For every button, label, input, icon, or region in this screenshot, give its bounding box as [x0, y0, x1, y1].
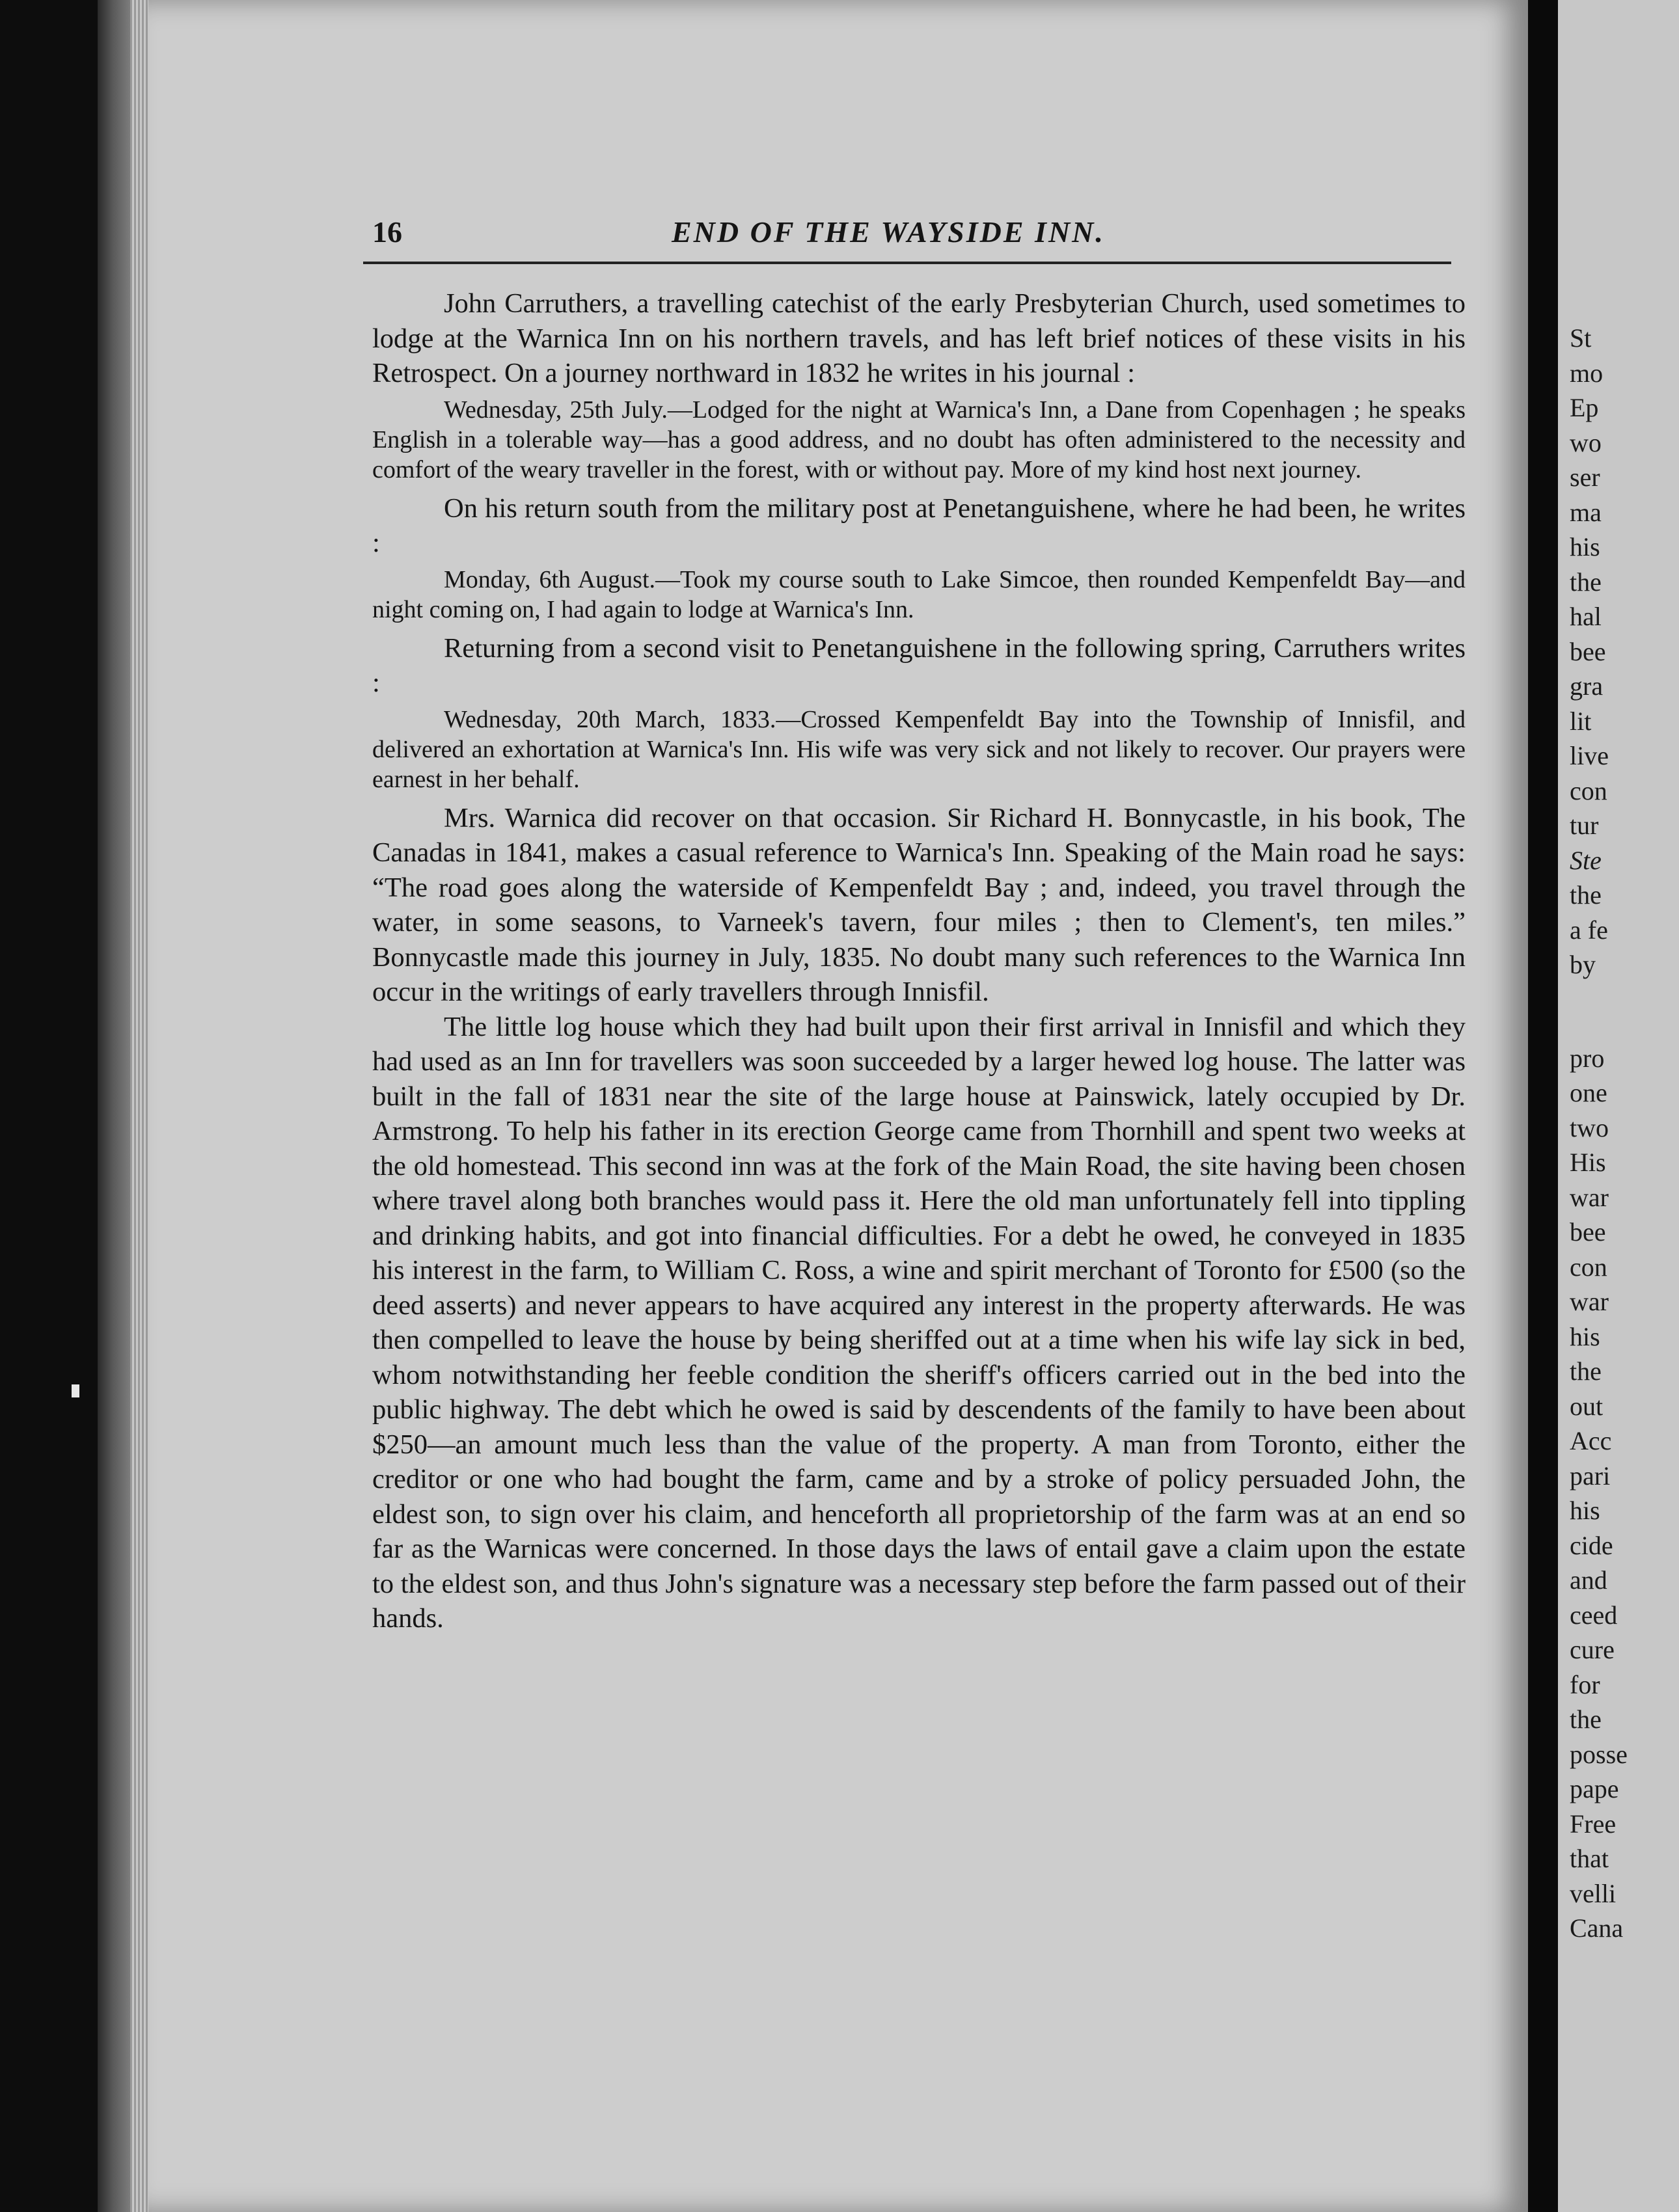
- page-number: 16: [372, 215, 402, 249]
- header-rule: [363, 262, 1451, 264]
- facing-page-line: and: [1570, 1565, 1607, 1595]
- page-header: [372, 215, 1453, 260]
- page-body: [372, 286, 1466, 1636]
- facing-page-line: that: [1570, 1844, 1609, 1873]
- facing-page-line: by: [1570, 950, 1596, 979]
- facing-page-line: mo: [1570, 358, 1604, 388]
- facing-page-line: ser: [1570, 463, 1600, 492]
- facing-page-line: the: [1570, 567, 1602, 597]
- facing-page-line: his: [1570, 532, 1600, 561]
- facing-page-line: Free: [1570, 1809, 1617, 1839]
- facing-page-line: one: [1570, 1078, 1607, 1107]
- paragraph-bonnycastle: [372, 801, 1466, 1010]
- facing-page-line: posse: [1570, 1739, 1628, 1769]
- facing-page-line: live: [1570, 741, 1609, 770]
- facing-page-line: for: [1570, 1669, 1600, 1699]
- facing-page-line: velli: [1570, 1878, 1617, 1908]
- paragraph-text: The little log house which they had built upon their first arrival in Innisfil and which they had used as an Inn for travellers was soon succeeded by a larger hewed log house. The latter was built in the fall of 1831 near the site of the large house at Painswick, lately occupied by Dr. Armstrong. To help his father in its erection George came from Thornhill and spent two weeks at the old homestead. This second inn was at the fork of the Main Road, the site having been chosen where travel along both branches would pass it. Here the old man unfortunately fell into tippling and drinking habits, and got into financial difficulties. For a debt he owed, he conveyed in 1835 his interest in the farm, to William C. Ross, a wine and spirit merchant of Toronto for £500 (so the deed asserts) and never appears to have acquired any interest in the property afterwards. He was then compelled to leave the house by being sheriffed out at a time when his wife lay sick in bed, whom notwithstanding her feeble condition the sheriff's officers carried out in the bed into the public highway. The debt which he owed is said by descendents of the family to have been about $250—an amount much less than the value of the property. A man from Toronto, either the creditor or one who had bought the farm, came and by a stroke of policy persuaded John, the eldest son, to sign over his claim, and henceforth all proprietorship of the farm was at an end so far as the Warnicas were concerned. In those days the laws of entail gave a claim upon the estate to the eldest son, and thus John's signature was a necessary step before the farm passed out of their hands.: [372, 1011, 1466, 1634]
- scan-speck: [72, 1384, 79, 1397]
- book-gutter: [1528, 0, 1558, 2212]
- quote-text: Wednesday, 20th March, 1833.—Crossed Kempenfeldt Bay into the Township of Innisfil, and delivered an exhortation at Warnica's Inn. His wife was very sick and not likely to recover. Our prayers were earnest in her behalf.: [372, 705, 1466, 793]
- journal-quote-july: [372, 395, 1466, 485]
- facing-page-line: pro: [1570, 1043, 1605, 1073]
- facing-page-line: bee: [1570, 1217, 1606, 1247]
- quote-text: Wednesday, 25th July.—Lodged for the night at Warnica's Inn, a Dane from Copenhagen ; he speaks English in a tolerable way—has a good address, and no doubt has often administered to the necessity and comfort of the weary traveller in the forest, with or without pay. More of my kind host next journey.: [372, 396, 1466, 483]
- facing-page-line: Ste: [1570, 845, 1602, 875]
- facing-page-line: hal: [1570, 602, 1602, 631]
- facing-page-line: gra: [1570, 671, 1604, 701]
- facing-page-line: his: [1570, 1321, 1600, 1351]
- facing-page-line: bee: [1570, 636, 1606, 666]
- paragraph-carruthers-intro: [372, 286, 1466, 391]
- facing-page-line: a fe: [1570, 915, 1608, 945]
- facing-page-line: war: [1570, 1287, 1609, 1316]
- facing-page-line: wo: [1570, 427, 1602, 457]
- facing-page-line: the: [1570, 880, 1602, 910]
- facing-page-line: pari: [1570, 1461, 1611, 1490]
- quote-text: Monday, 6th August.—Took my course south to Lake Simcoe, then rounded Kempenfeldt Bay—and night coming on, I had again to lodge at Warnica's Inn.: [372, 565, 1466, 623]
- facing-page-line: two: [1570, 1113, 1609, 1142]
- facing-page-line: the: [1570, 1705, 1602, 1734]
- facing-page-line: war: [1570, 1182, 1609, 1212]
- facing-page-line: the: [1570, 1356, 1602, 1386]
- journal-quote-august: [372, 565, 1466, 625]
- paragraph-text: John Carruthers, a travelling catechist of the early Presbyterian Church, used sometimes to lodge at the Warnica Inn on his northern travels, and has left brief notices of these visits in his Retrospect. On a journey northward in 1832 he writes in his journal :: [372, 288, 1466, 388]
- facing-page-line: tur: [1570, 811, 1599, 840]
- facing-page-line: Ep: [1570, 393, 1599, 422]
- facing-page-line: con: [1570, 776, 1607, 805]
- facing-page-line: St: [1570, 323, 1592, 353]
- paragraph-second-visit: [372, 631, 1466, 701]
- facing-page-line: his: [1570, 1496, 1600, 1525]
- facing-page-line: ma: [1570, 497, 1602, 527]
- facing-page-line: Acc: [1570, 1426, 1612, 1455]
- facing-page-line: ceed: [1570, 1600, 1618, 1630]
- facing-page-line: His: [1570, 1148, 1606, 1177]
- facing-page-line: Cana: [1570, 1913, 1624, 1943]
- facing-page-line: out: [1570, 1391, 1604, 1421]
- page-edges: [130, 0, 150, 2212]
- journal-quote-march: [372, 705, 1466, 794]
- facing-page-line: lit: [1570, 706, 1592, 736]
- paragraph-return-south: [372, 491, 1466, 561]
- running-title: END OF THE WAYSIDE INN.: [672, 215, 1105, 249]
- paragraph-text: Mrs. Warnica did recover on that occasion. Sir Richard H. Bonnycastle, in his book, The Canadas in 1841, makes a casual reference to Warnica's Inn. Speaking of the Main road he says: “The road goes along the waterside of Kempenfeldt Bay ; and, indeed, you travel through the water, in some seasons, to Varneek's tavern, four miles ; then to Clement's, ten miles.” Bonnycastle made this journey in July, 1835. No doubt many such references to the Warnica Inn occur in the writings of early travellers through Innisfil.: [372, 802, 1466, 1007]
- facing-page-line: cure: [1570, 1635, 1615, 1664]
- paragraph-log-house: [372, 1010, 1466, 1636]
- facing-page-line: cide: [1570, 1530, 1613, 1560]
- facing-page-line: pape: [1570, 1774, 1619, 1803]
- scan-margin: [0, 0, 98, 2212]
- paragraph-text: On his return south from the military post at Penetanguishene, where he had been, he writes :: [372, 492, 1466, 558]
- paragraph-text: Returning from a second visit to Penetanguishene in the following spring, Carruthers writes :: [372, 632, 1466, 698]
- facing-page-fragment: [1558, 0, 1679, 2212]
- facing-page-line: con: [1570, 1252, 1607, 1282]
